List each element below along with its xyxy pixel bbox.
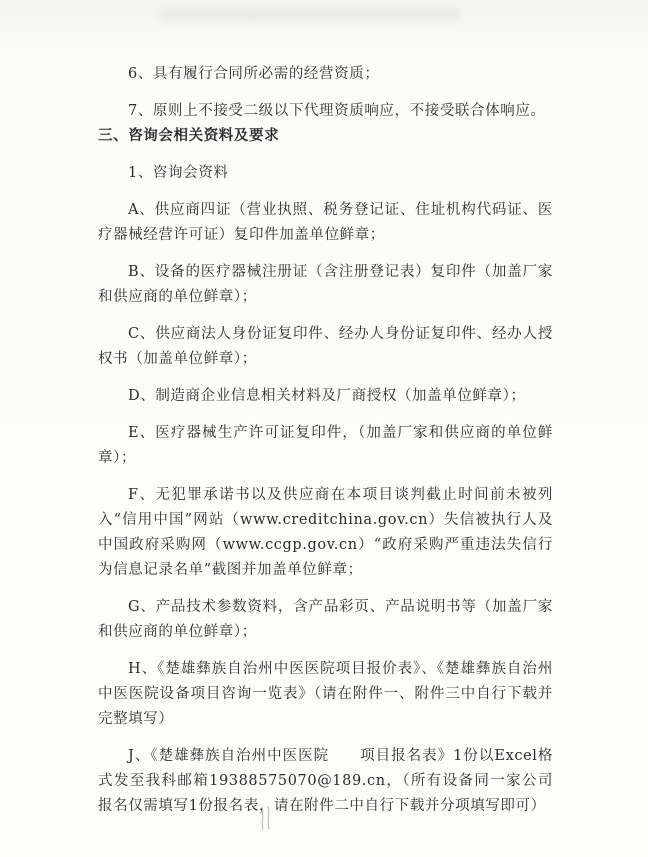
item-a: A、供应商四证（营业执照、税务登记证、住址机构代码证、医疗器械经营许可证）复印件加盖单位鲜章； — [98, 202, 553, 243]
item-c: C、供应商法人身份证复印件、经办人身份证复印件、经办人授权书（加盖单位鲜章）； — [98, 326, 553, 367]
item-g: G、产品技术参数资料，含产品彩页、产品说明书等（加盖厂家和供应商的单位鲜章）； — [98, 599, 553, 640]
item-f: F、无犯罪承诺书以及供应商在本项目谈判截止时间前未被列入“信用中国”网站（www.creditchina.gov.cn）失信被执行人及中国政府采购网（www.ccgp.gov.cn）“政府采购严重违法失信行为信息记录名单”截图并加盖单位鲜章； — [98, 487, 553, 578]
item-h: H、《楚雄彝族自治州中医医院项目报价表》、《楚雄彝族自治州中医医院设备项目咨询一览表》（请在附件一、附件三中自行下载并完整填写） — [98, 661, 553, 727]
pen-mark — [258, 803, 276, 833]
section-heading-3: 三、咨询会相关资料及要求 — [98, 128, 280, 144]
document-body — [98, 62, 553, 819]
subsection-1: 1、咨询会资料 — [128, 165, 229, 181]
clause-7: 7、原则上不接受二级以下代理资质响应，不接受联合体响应。 — [128, 103, 546, 119]
clause-6: 6、具有履行合同所必需的经营资质； — [128, 66, 380, 82]
item-j: J、《楚雄彝族自治州中医医院 项目报名表》1份以Excel格式发至我科邮箱19388575070@189.cn，（所有设备同一家公司报名仅需填写1份报名表，请在附件二中自行下载并分项填写即可） — [98, 748, 553, 814]
item-d: D、制造商企业信息相关材料及厂商授权（加盖单位鲜章）； — [128, 388, 526, 404]
item-b: B、设备的医疗器械注册证（含注册登记表）复印件（加盖厂家和供应商的单位鲜章）； — [98, 264, 553, 305]
item-e: E、医疗器械生产许可证复印件，（加盖厂家和供应商的单位鲜章）； — [98, 425, 553, 466]
scan-bleed-through — [160, 8, 460, 22]
